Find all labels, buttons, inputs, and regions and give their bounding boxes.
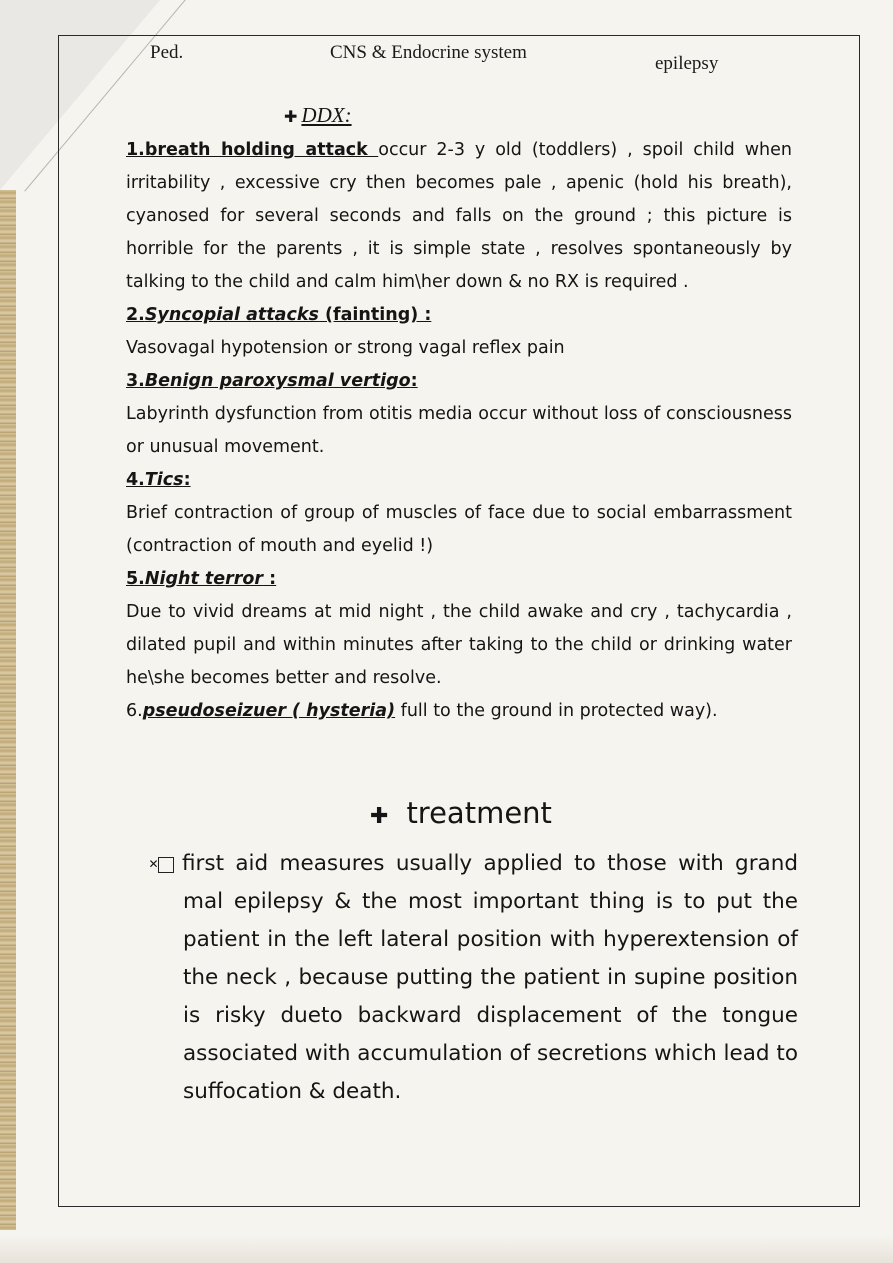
ddx-item-label: Syncopial attacks	[144, 305, 319, 325]
ddx-item-label-rest: :	[183, 470, 191, 490]
ddx-item-3-text: Labyrinth dysfunction from otitis media occur without loss of consciousness or unusual movement.	[126, 404, 792, 457]
header-subject: Ped.	[150, 42, 184, 63]
ddx-item-label: Tics	[144, 470, 184, 490]
header-topic: epilepsy	[655, 53, 719, 74]
ddx-title: DDX:	[301, 103, 352, 127]
ddx-item-4-heading	[126, 464, 792, 497]
ddx-item-label-rest: :	[263, 569, 277, 589]
ddx-item-3-heading	[126, 365, 792, 398]
ddx-item-text: full to the ground in protected way).	[395, 701, 718, 721]
header-chapter: CNS & Endocrine system	[330, 42, 527, 63]
ddx-item-num: 3.	[126, 371, 145, 391]
page-bottom-shadow	[0, 1235, 893, 1263]
ddx-heading	[284, 98, 792, 134]
checkbox-icon: ✕	[158, 857, 174, 873]
ddx-item-6	[126, 695, 792, 728]
ddx-item-num: 5.	[126, 569, 145, 589]
ddx-item-num: 2.	[126, 305, 145, 325]
ddx-item-label: Benign paroxysmal vertigo	[144, 371, 411, 391]
ddx-item-num: 6.	[126, 701, 143, 721]
treatment-text: first aid measures usually applied to those with grand mal epilepsy & the most important thing is to put the patient in the left lateral position with hyperextension of the neck , because putting the patient in supine position is risky dueto backward displacement of the tongue associated with accumulation of secretions which lead to suffocation & death.	[182, 851, 798, 1104]
ddx-item-2-heading	[126, 299, 792, 332]
ddx-section	[126, 98, 792, 728]
ddx-item-label: 1.breath holding attack	[126, 140, 379, 160]
ddx-item-label-rest: :	[410, 371, 418, 391]
treatment-item	[148, 845, 798, 1111]
treatment-heading	[370, 796, 552, 830]
ddx-item-2-text: Vasovagal hypotension or strong vagal reflex pain	[126, 338, 565, 358]
paper-binding-edge	[0, 190, 16, 1230]
ddx-item-5-text: Due to vivid dreams at mid night , the child awake and cry , tachycardia , dilated pupil and within minutes after taking to the child or drinking water he\she becomes better and resolve.	[126, 602, 792, 688]
ddx-item-num: 4.	[126, 470, 145, 490]
ddx-item-4-text: Brief contraction of group of muscles of face due to social embarrassment (contraction of mouth and eyelid !)	[126, 503, 792, 556]
treatment-title: treatment	[406, 796, 552, 830]
ddx-item-1	[126, 134, 792, 299]
ddx-item-label: pseudoseizuer ( hysteria)	[142, 701, 396, 721]
ddx-item-text: occur 2-3 y old (toddlers) , spoil child when irritability , excessive cry then becomes pale , apenic (hold his breath), cyanosed for several seconds and falls on the ground ; this picture is horrible for the parents , it is simple state , resolves spontaneously by talking to the child and calm him\her down & no RX is required .	[126, 140, 792, 292]
ddx-item-label: Night terror	[144, 569, 264, 589]
bullet-icon: ✚	[370, 804, 389, 829]
ddx-item-5-heading	[126, 563, 792, 596]
treatment-section	[148, 845, 798, 1111]
bullet-icon: ✚	[284, 107, 298, 126]
ddx-item-label-rest: (fainting) :	[318, 305, 432, 325]
